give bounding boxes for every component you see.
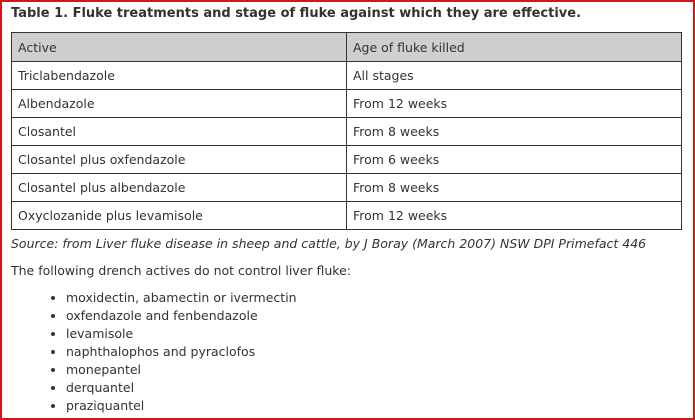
cell-age: From 6 weeks: [347, 146, 682, 174]
cell-active: Triclabendazole: [12, 62, 347, 90]
list-item: • derquantel: [66, 379, 297, 397]
fluke-treatments-table: [11, 32, 682, 230]
table-header-row: [12, 33, 682, 62]
cell-active: Closantel: [12, 118, 347, 146]
table-caption: Table 1. Fluke treatments and stage of fluke against which they are effective.: [11, 6, 582, 21]
cell-age: From 8 weeks: [347, 118, 682, 146]
column-header-age-of-fluke-killed: Age of fluke killed: [347, 33, 682, 62]
source-citation: Source: from Liver fluke disease in sheep and cattle, by J Boray (March 2007) NSW DPI Primefact 446: [11, 236, 647, 251]
table-row: [12, 62, 682, 90]
cell-active: Oxyclozanide plus levamisole: [12, 202, 347, 230]
list-item: • moxidectin, abamectin or ivermectin: [66, 289, 297, 307]
intro-paragraph: The following drench actives do not control liver fluke:: [11, 263, 351, 278]
cell-age: All stages: [347, 62, 682, 90]
cell-active: Closantel plus oxfendazole: [12, 146, 347, 174]
cell-active: Albendazole: [12, 90, 347, 118]
cell-age: From 12 weeks: [347, 202, 682, 230]
list-item: • oxfendazole and fenbendazole: [66, 307, 297, 325]
cell-age: From 8 weeks: [347, 174, 682, 202]
cell-active: Closantel plus albendazole: [12, 174, 347, 202]
table-row: [12, 174, 682, 202]
list-item: • monepantel: [66, 361, 297, 379]
list-item: • praziquantel: [66, 397, 297, 415]
table-row: [12, 202, 682, 230]
list-item: • naphthalophos and pyraclofos: [66, 343, 297, 361]
table-row: [12, 146, 682, 174]
table-row: [12, 118, 682, 146]
table-row: [12, 90, 682, 118]
column-header-active: Active: [12, 33, 347, 62]
ineffective-actives-list: [48, 289, 297, 415]
list-item: • levamisole: [66, 325, 297, 343]
cell-age: From 12 weeks: [347, 90, 682, 118]
